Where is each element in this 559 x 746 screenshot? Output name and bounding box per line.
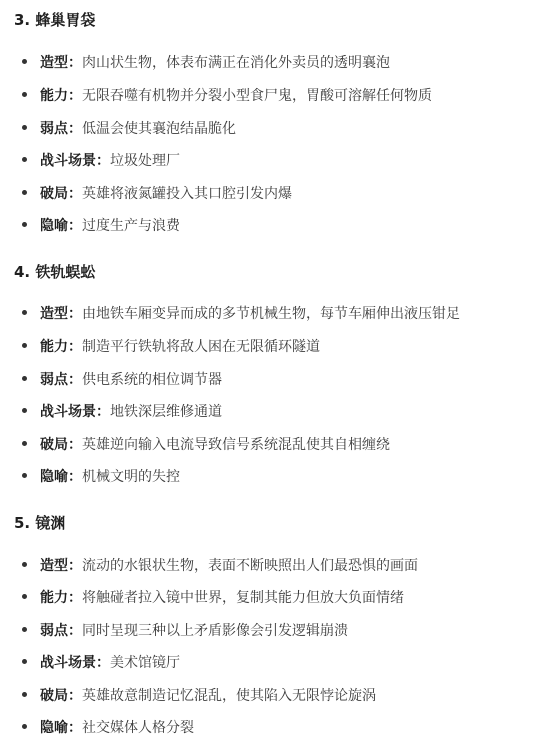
item-label: 破局 xyxy=(40,688,68,704)
item-separator: ： xyxy=(68,218,82,234)
list-item xyxy=(22,85,432,107)
bullet-icon xyxy=(22,724,27,729)
list-item xyxy=(22,336,320,358)
item-label: 弱点 xyxy=(40,121,68,137)
item-label: 破局 xyxy=(40,186,68,202)
item-value: 同时呈现三种以上矛盾影像会引发逻辑崩溃 xyxy=(82,623,348,639)
bullet-icon xyxy=(22,157,27,162)
item-value: 无限吞噬有机物并分裂小型食尸鬼，胃酸可溶解任何物质 xyxy=(82,88,432,104)
item-label: 造型 xyxy=(40,558,68,574)
item-separator: ： xyxy=(68,88,82,104)
item-separator: ： xyxy=(68,372,82,388)
item-label: 弱点 xyxy=(40,623,68,639)
item-separator: ： xyxy=(68,623,82,639)
item-value: 过度生产与浪费 xyxy=(82,218,180,234)
bullet-icon xyxy=(22,376,27,381)
item-value: 社交媒体人格分裂 xyxy=(82,720,194,736)
item-label: 造型 xyxy=(40,55,68,71)
list-item xyxy=(22,215,180,237)
list-item xyxy=(22,303,460,325)
bullet-icon xyxy=(22,562,27,567)
bullet-icon xyxy=(22,692,27,697)
item-label: 隐喻 xyxy=(40,218,68,234)
item-value: 机械文明的失控 xyxy=(82,469,180,485)
list-item xyxy=(22,434,390,456)
item-label: 造型 xyxy=(40,306,68,322)
bullet-icon xyxy=(22,594,27,599)
item-value: 由地铁车厢变异而成的多节机械生物，每节车厢伸出液压钳足 xyxy=(82,306,460,322)
item-separator: ： xyxy=(96,404,110,420)
section-title: 3. 蜂巢胃袋 xyxy=(14,11,96,29)
bullet-icon xyxy=(22,408,27,413)
bullet-icon xyxy=(22,659,27,664)
item-separator: ： xyxy=(68,55,82,71)
list-item xyxy=(22,587,404,609)
item-value: 英雄逆向输入电流导致信号系统混乱使其自相缠绕 xyxy=(82,437,390,453)
item-value: 将触碰者拉入镜中世界，复制其能力但放大负面情绪 xyxy=(82,590,404,606)
item-value: 供电系统的相位调节器 xyxy=(82,372,222,388)
bullet-icon xyxy=(22,59,27,64)
list-item xyxy=(22,118,236,140)
item-label: 破局 xyxy=(40,437,68,453)
list-item xyxy=(22,685,376,707)
item-separator: ： xyxy=(68,306,82,322)
list-item xyxy=(22,555,418,577)
list-item xyxy=(22,717,194,739)
bullet-icon xyxy=(22,190,27,195)
item-label: 能力 xyxy=(40,88,68,104)
item-separator: ： xyxy=(68,720,82,736)
item-value: 美术馆镜厅 xyxy=(110,655,180,671)
bullet-icon xyxy=(22,473,27,478)
bullet-icon xyxy=(22,627,27,632)
bullet-icon xyxy=(22,441,27,446)
item-separator: ： xyxy=(68,590,82,606)
list-item xyxy=(22,183,292,205)
item-separator: ： xyxy=(96,153,110,169)
bullet-icon xyxy=(22,222,27,227)
bullet-icon xyxy=(22,310,27,315)
item-value: 肉山状生物，体表布满正在消化外卖员的透明襄泡 xyxy=(82,55,390,71)
item-separator: ： xyxy=(68,688,82,704)
section-title: 4. 铁轨蜈蚣 xyxy=(14,263,96,281)
item-label: 隐喻 xyxy=(40,469,68,485)
list-item xyxy=(22,52,390,74)
item-label: 弱点 xyxy=(40,372,68,388)
item-value: 英雄故意制造记忆混乱，使其陷入无限悖论旋涡 xyxy=(82,688,376,704)
item-separator: ： xyxy=(68,437,82,453)
item-label: 能力 xyxy=(40,339,68,355)
section-title: 5. 镜渊 xyxy=(14,514,66,532)
item-label: 战斗场景 xyxy=(40,404,96,420)
item-separator: ： xyxy=(68,186,82,202)
bullet-icon xyxy=(22,92,27,97)
item-separator: ： xyxy=(68,469,82,485)
list-item xyxy=(22,466,180,488)
bullet-icon xyxy=(22,125,27,130)
item-value: 低温会使其襄泡结晶脆化 xyxy=(82,121,236,137)
item-separator: ： xyxy=(68,121,82,137)
item-label: 战斗场景 xyxy=(40,655,96,671)
list-item xyxy=(22,401,222,423)
item-value: 英雄将液氮罐投入其口腔引发内爆 xyxy=(82,186,292,202)
item-separator: ： xyxy=(96,655,110,671)
list-item xyxy=(22,150,180,172)
item-label: 隐喻 xyxy=(40,720,68,736)
item-separator: ： xyxy=(68,558,82,574)
item-value: 流动的水银状生物，表面不断映照出人们最恐惧的画面 xyxy=(82,558,418,574)
item-value: 垃圾处理厂 xyxy=(110,153,180,169)
list-item xyxy=(22,620,348,642)
item-value: 地铁深层维修通道 xyxy=(110,404,222,420)
list-item xyxy=(22,652,180,674)
item-label: 战斗场景 xyxy=(40,153,96,169)
item-label: 能力 xyxy=(40,590,68,606)
bullet-icon xyxy=(22,343,27,348)
item-separator: ： xyxy=(68,339,82,355)
list-item xyxy=(22,369,222,391)
item-value: 制造平行铁轨将敌人困在无限循环隧道 xyxy=(82,339,320,355)
